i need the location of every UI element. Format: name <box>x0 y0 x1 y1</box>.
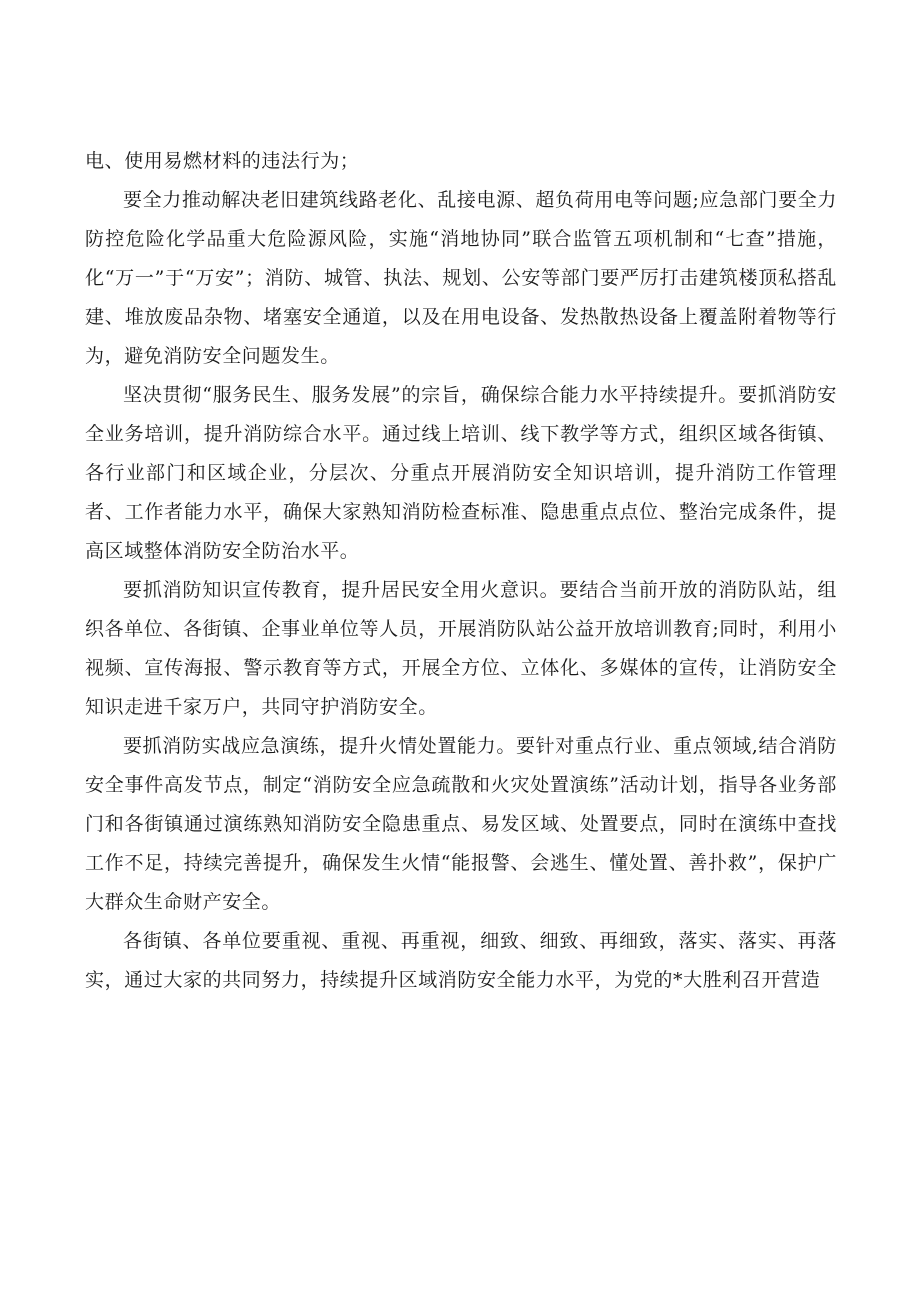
paragraph-training: 坚决贯彻“服务民生、服务发展”的宗旨，确保综合能力水平持续提升。要抓消防安全业务培训，提升消防综合水平。通过线上培训、线下教学等方式，组织区域各街镇、各行业部门和区域企业，分层次、分重点开展消防安全知识培训，提升消防工作管理者、工作者能力水平，确保大家熟知消防检查标准、隐患重点点位、整治完成条件，提高区域整体消防安全防治水平。 <box>85 384 837 562</box>
paragraph-continuation: 电、使用易燃材料的违法行为； <box>85 150 360 172</box>
paragraph-electrical-hazards: 要全力推动解决老旧建筑线路老化、乱接电源、超负荷用电等问题;应急部门要全力防控危险化学品重大危险源风险，实施“消地协同”联合监管五项机制和“七查”措施，化“万一”于“万安”；消防、城管、执法、规划、公安等部门要严厉打击建筑楼顶私搭乱建、堆放废品杂物、堵塞安全通道，以及在用电设备、发热散热设备上覆盖附着物等行为，避免消防安全问题发生。 <box>85 189 837 367</box>
paragraph-closing: 各街镇、各单位要重视、重视、再重视，细致、细致、再细致，落实、落实、再落实，通过大家的共同努力，持续提升区域消防安全能力水平，为党的*大胜利召开营造 <box>85 930 837 991</box>
paragraph-emergency-drills: 要抓消防实战应急演练，提升火情处置能力。要针对重点行业、重点领域,结合消防安全事件高发节点，制定“消防安全应急疏散和火灾处置演练”活动计划，指导各业务部门和各街镇通过演练熟知消防安全隐患重点、易发区域、处置要点，同时在演练中查找工作不足，持续完善提升，确保发生火情“能报警、会逃生、懂处置、善扑救”，保护广大群众生命财产安全。 <box>85 735 837 913</box>
paragraph-publicity-education: 要抓消防知识宣传教育，提升居民安全用火意识。要结合当前开放的消防队站，组织各单位、各街镇、企事业单位等人员，开展消防队站公益开放培训教育;同时，利用小视频、宣传海报、警示教育等方式，开展全方位、立体化、多媒体的宣传，让消防安全知识走进千家万户，共同守护消防安全。 <box>85 579 837 718</box>
document-body <box>85 142 837 1000</box>
